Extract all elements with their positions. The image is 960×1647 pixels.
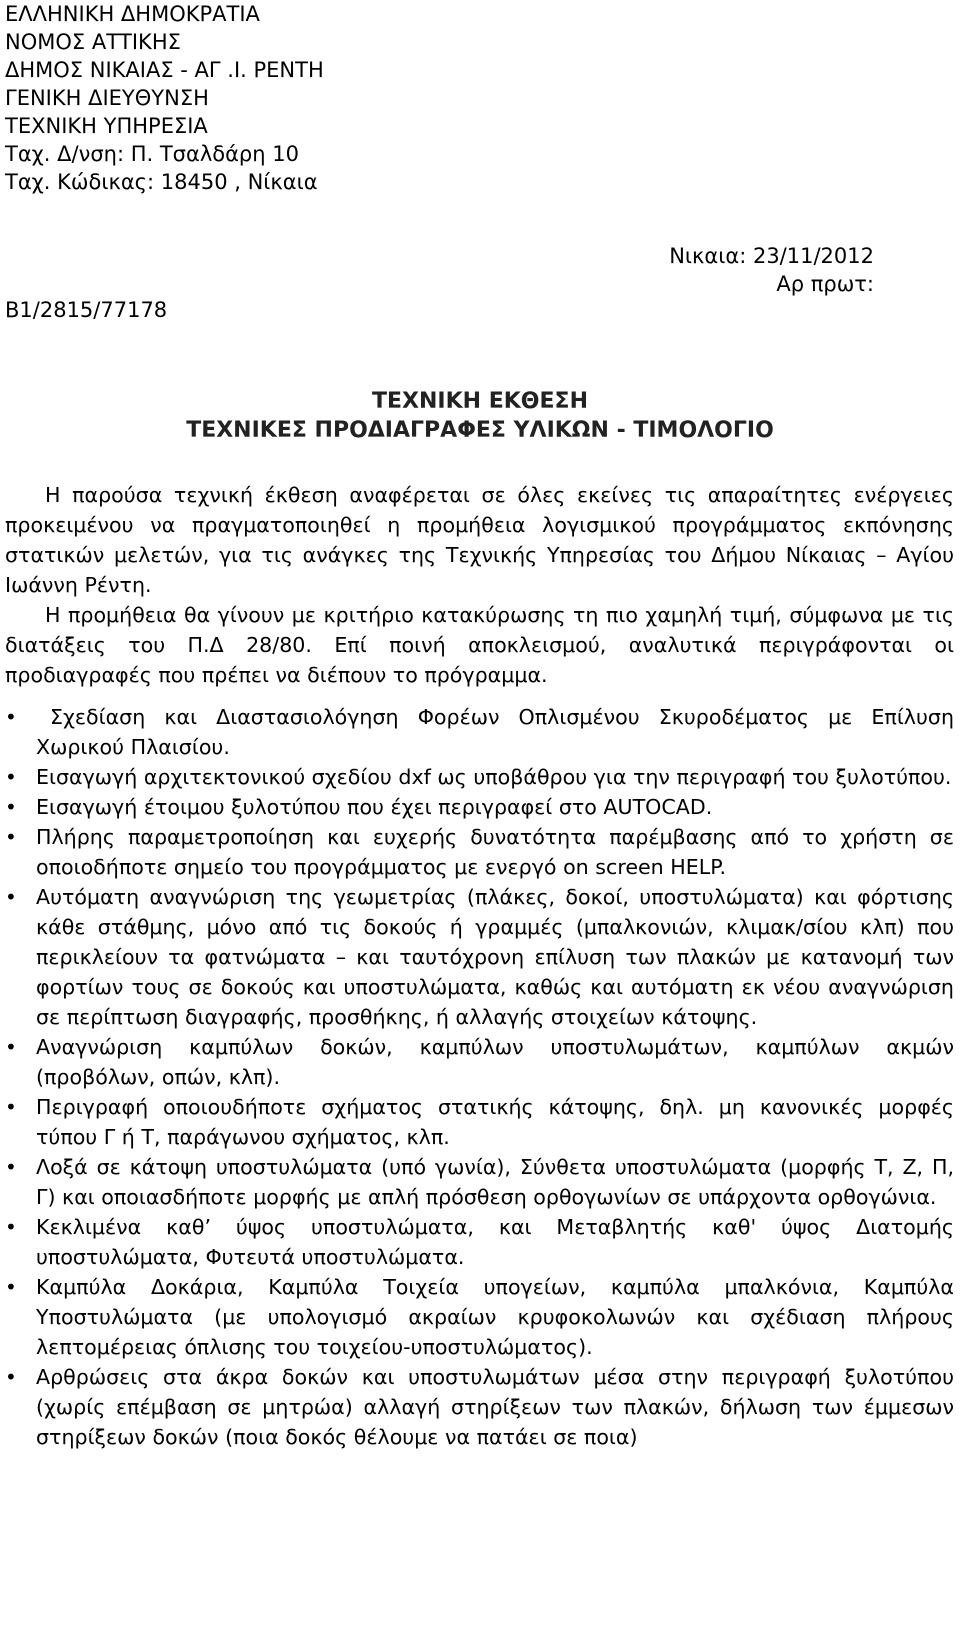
list-item-text: Αρθρώσεις στα άκρα δοκών και υποστυλωμάτων μέσα στην περιγραφή ξυλοτύπου (χωρίς επέμβαση σε μητρώα) αλλαγή στηρίξεων των πλακών, δήλωση των έμμεσων στηρίξεων δοκών (ποια δοκός θέλουμε να πατάει σε ποια) [36, 1365, 954, 1449]
list-item [5, 792, 954, 822]
date-block [669, 242, 874, 298]
letterhead-line: ΓΕΝΙΚΗ ΔΙΕΥΘΥΝΣΗ [5, 86, 209, 110]
list-item [5, 702, 954, 762]
letterhead [5, 0, 324, 196]
bullet-icon: • [5, 795, 17, 819]
list-item-text: Κεκλιμένα καθ’ ύψος υποστυλώματα, και Μεταβλητής καθ' ύψος Διατομής υποστυλώματα, Φυτευτά υποστυλώματα. [36, 1215, 954, 1269]
bullet-icon: • [5, 1275, 17, 1299]
list-item [5, 762, 954, 792]
list-item-text: Πλήρης παραμετροποίηση και ευχερής δυνατότητα παρέμβασης από το χρήστη σε οποιοδήποτε σημείο του προγράμματος με ενεργό on screen HELP. [36, 825, 954, 879]
list-item-text: Περιγραφή οποιουδήποτε σχήματος στατικής κάτοψης, δηλ. μη κανονικές μορφές τύπου Γ ή Τ, παράγωνου σχήματος, κλπ. [36, 1095, 954, 1149]
document-body [5, 480, 954, 1452]
list-item [5, 1362, 954, 1452]
letterhead-line: ΔΗΜΟΣ ΝΙΚΑΙΑΣ - ΑΓ .Ι. ΡΕΝΤΗ [5, 58, 324, 82]
bullet-icon: • [5, 1155, 17, 1179]
bullet-icon: • [5, 1095, 17, 1119]
bullet-icon: • [5, 1035, 17, 1059]
bullet-icon: • [5, 825, 17, 849]
list-item [5, 822, 954, 882]
list-item-text: Καμπύλα Δοκάρια, Καμπύλα Τοιχεία υπογείων, καμπύλα μπαλκόνια, Καμπύλα Υποστυλώματα (με υπολογισμό ακραίων κρυφοκολωνών και σχέδιαση πλήρους λεπτομέρειας όπλισης του τοιχείου-υποστυλώματος). [36, 1275, 954, 1359]
list-item-text: Αυτόματη αναγνώριση της γεωμετρίας (πλάκες, δοκοί, υποστυλώματα) και φόρτισης κάθε στάθμης, μόνο από τις δοκούς ή γραμμές (μπαλκονιών, κλιμακ/σίου κλπ) που περικλείουν τα φατνώματα – και ταυτόχρονη επίλυση των πλακών με κατανομή των φορτίων τους σε δοκούς και υποστυλώματα, καθώς και αυτόματη εκ νέου αναγνώριση σε περίπτωση διαγραφής, προσθήκης, ή αλλαγής στοιχείων κάτοψης. [36, 885, 954, 1029]
list-item-text: Σχεδίαση και Διαστασιολόγηση Φορέων Οπλισμένου Σκυροδέματος με Επίλυση Χωρικού Πλαισίου. [36, 705, 954, 759]
letterhead-line: Ταχ. Κώδικας: 18450 , Νίκαια [5, 170, 318, 194]
title-line-2: ΤΕΧΝΙΚΕΣ ΠΡΟΔΙΑΓΡΑΦΕΣ ΥΛΙΚΩΝ - ΤΙΜΟΛΟΓΙΟ [186, 418, 774, 443]
intro-paragraph-1: Η παρούσα τεχνική έκθεση αναφέρεται σε όλες εκείνες τις απαραίτητες ενέργειες προκειμένου να πραγματοποιηθεί η προμήθεια λογισμικού προγράμματος εκπόνησης στατικών μελετών, για τις ανάγκες της Τεχνικής Υπηρεσίας του Δήμου Νίκαιας – Αγίου Ιωάννη Ρέντη. [5, 483, 954, 597]
requirements-list [5, 702, 954, 1452]
bullet-icon: • [5, 765, 17, 789]
document-title [0, 387, 960, 445]
letterhead-line: ΝΟΜΟΣ ΑΤΤΙΚΗΣ [5, 30, 181, 54]
protocol-number: Αρ πρωτ: [776, 272, 874, 296]
list-item [5, 882, 954, 1032]
bullet-icon: • [5, 705, 17, 729]
list-item [5, 1212, 954, 1272]
document-date: Νικαια: 23/11/2012 [669, 244, 874, 268]
list-item [5, 1152, 954, 1212]
list-item [5, 1092, 954, 1152]
list-item [5, 1032, 954, 1092]
bullet-icon: • [5, 1215, 17, 1239]
bullet-icon: • [5, 1365, 17, 1389]
bullet-icon: • [5, 885, 17, 909]
letterhead-line: Ταχ. Δ/νση: Π. Τσαλδάρη 10 [5, 142, 299, 166]
title-line-1: ΤΕΧΝΙΚΗ ΕΚΘΕΣΗ [372, 389, 588, 414]
list-item-text: Λοξά σε κάτοψη υποστυλώματα (υπό γωνία), Σύνθετα υποστυλώματα (μορφής Τ, Ζ, Π, Γ) και οποιασδήποτε μορφής με απλή πρόσθεση ορθογωνίων σε υπάρχοντα ορθογώνια. [36, 1155, 954, 1209]
list-item-text: Αναγνώριση καμπύλων δοκών, καμπύλων υποστυλωμάτων, καμπύλων ακμών (προβόλων, οπών, κλπ). [36, 1035, 954, 1089]
letterhead-line: ΤΕΧΝΙΚΗ ΥΠΗΡΕΣΙΑ [5, 114, 208, 138]
intro-paragraph-2: Η προμήθεια θα γίνουν με κριτήριο κατακύρωσης τη πιο χαμηλή τιμή, σύμφωνα με τις διατάξεις του Π.Δ 28/80. Επί ποινή αποκλεισμού, αναλυτικά περιγράφονται οι προδιαγραφές που πρέπει να διέπουν το πρόγραμμα. [5, 603, 954, 687]
reference-number: Β1/2815/77178 [5, 298, 168, 322]
list-item [5, 1272, 954, 1362]
list-item-text: Εισαγωγή αρχιτεκτονικού σχεδίου dxf ως υποβάθρου για την περιγραφή του ξυλοτύπου. [36, 765, 952, 789]
letterhead-line: ΕΛΛΗΝΙΚΗ ΔΗΜΟΚΡΑΤΙΑ [5, 2, 260, 26]
list-item-text: Εισαγωγή έτοιμου ξυλοτύπου που έχει περιγραφεί στο AUTOCAD. [36, 795, 713, 819]
